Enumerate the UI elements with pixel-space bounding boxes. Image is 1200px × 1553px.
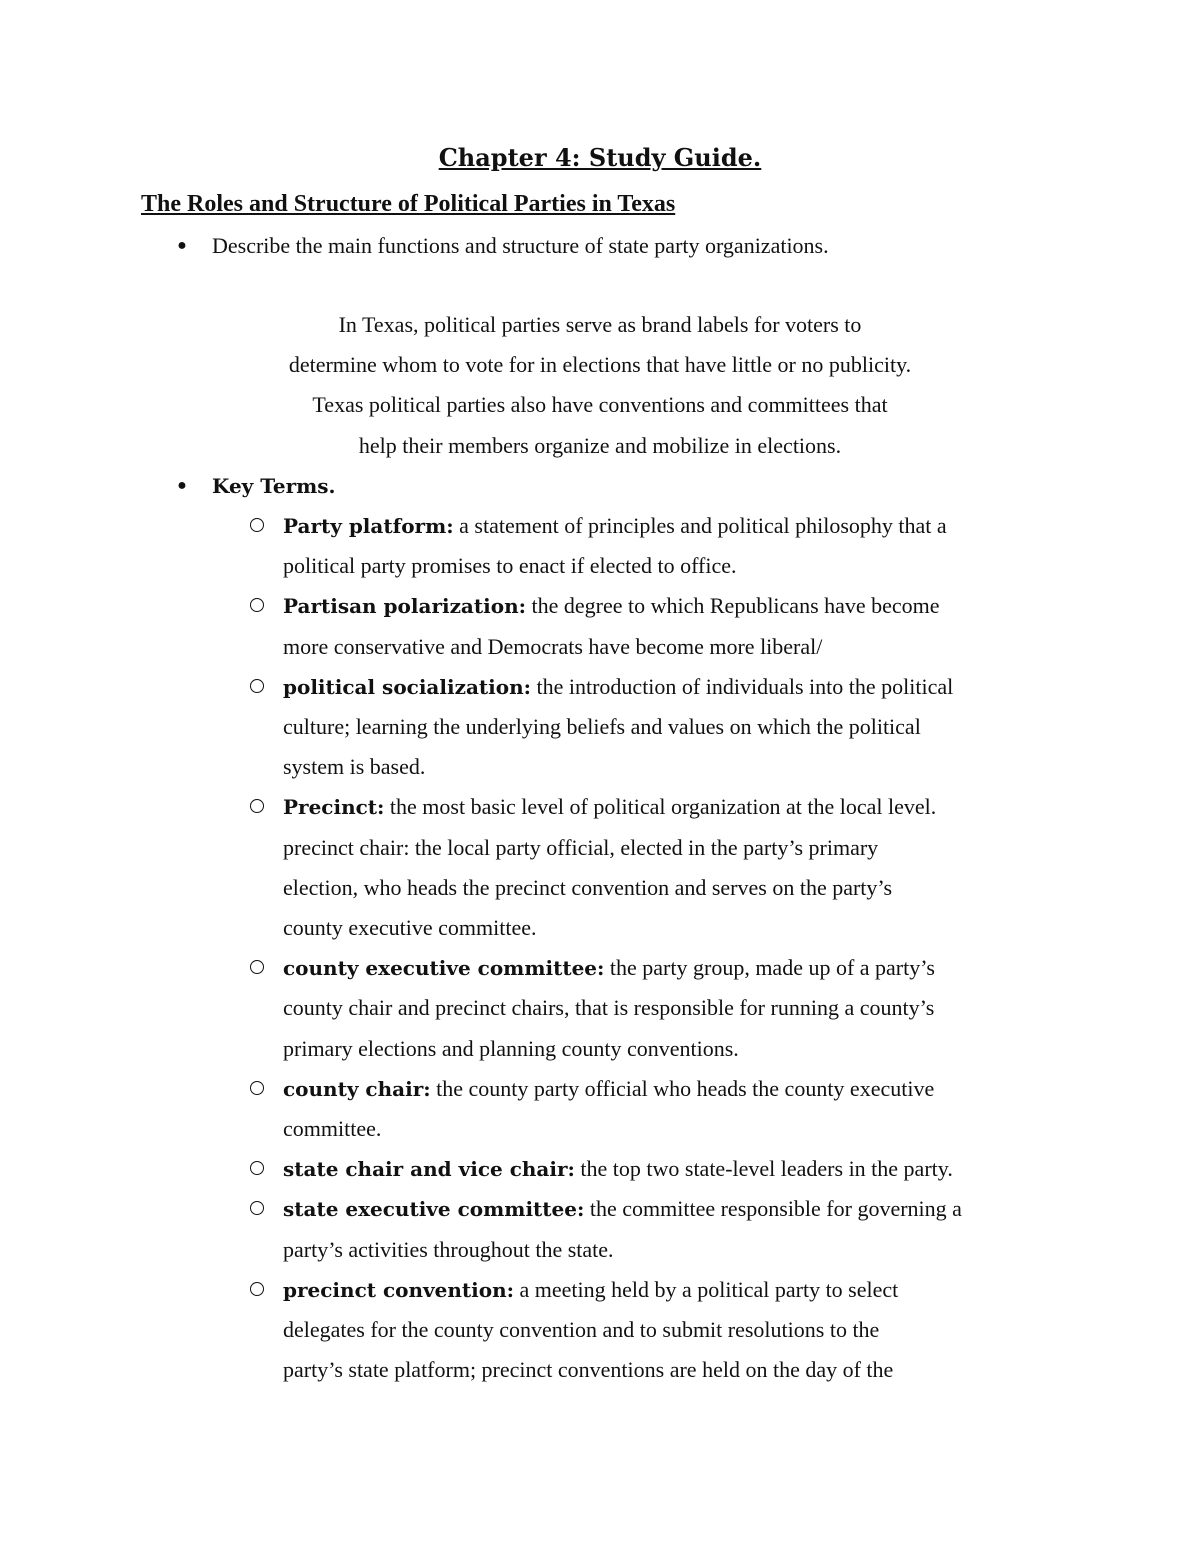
term-line <box>283 908 1066 948</box>
term-definition: a meeting held by a political party to select <box>514 1276 899 1302</box>
term-definition: primary elections and planning county conventions. <box>283 1035 739 1061</box>
key-term-item <box>246 787 1066 948</box>
term-name: county executive committee: <box>283 956 605 981</box>
term-line <box>283 627 1066 667</box>
circle-bullet-icon <box>250 598 264 612</box>
key-term-item <box>246 1270 1066 1391</box>
term-name: Partisan polarization: <box>283 594 526 619</box>
term-definition: the introduction of individuals into the political <box>531 673 954 699</box>
term-line <box>283 787 1066 827</box>
term-name: state executive committee: <box>283 1197 585 1222</box>
key-term-item <box>246 1149 1066 1189</box>
circle-bullet-icon <box>250 799 264 813</box>
key-term-item <box>246 948 1066 1069</box>
term-line <box>283 1270 1066 1310</box>
term-line <box>283 1350 1066 1390</box>
term-line <box>283 667 1066 707</box>
term-name: state chair and vice chair: <box>283 1157 575 1182</box>
term-line <box>283 948 1066 988</box>
term-definition: culture; learning the underlying beliefs and values on which the political <box>283 714 921 740</box>
key-term-item <box>246 586 1066 666</box>
term-line <box>283 1230 1066 1270</box>
term-name: Party platform: <box>283 514 454 538</box>
key-term-item <box>246 1189 1066 1269</box>
term-definition: party’s state platform; precinct conventions are held on the day of the <box>283 1357 894 1383</box>
term-line <box>283 1029 1066 1069</box>
term-definition: committee. <box>283 1116 382 1142</box>
term-definition: the county party official who heads the county executive <box>430 1075 935 1101</box>
circle-bullet-icon <box>250 518 264 532</box>
term-definition: election, who heads the precinct convention and serves on the party’s <box>283 874 893 900</box>
term-definition: the degree to which Republicans have become <box>526 593 940 619</box>
term-definition: the top two state-level leaders in the party. <box>574 1156 953 1182</box>
key-term-item <box>246 1069 1066 1149</box>
circle-bullet-icon <box>250 960 264 974</box>
term-definition: the party group, made up of a party’s <box>604 955 935 981</box>
term-line <box>283 546 1066 586</box>
term-line <box>283 1149 1066 1189</box>
term-name: political socialization: <box>283 674 531 699</box>
document-title: Chapter 4: Study Guide. <box>438 143 762 172</box>
term-line <box>283 1069 1066 1109</box>
section-heading: The Roles and Structure of Political Parties in Texas <box>141 191 676 217</box>
circle-bullet-icon <box>250 1282 264 1296</box>
bullet-icon: ● <box>177 237 187 254</box>
term-line <box>283 707 1066 747</box>
term-definition: party’s activities throughout the state. <box>283 1236 614 1262</box>
objective-text: Describe the main functions and structure of state party organizations. <box>212 233 829 258</box>
term-line <box>283 868 1066 908</box>
term-line <box>283 1189 1066 1229</box>
summary-line: help their members organize and mobilize in elections. <box>358 432 842 458</box>
term-line <box>283 1310 1066 1350</box>
key-term-item <box>246 667 1066 788</box>
term-line <box>283 747 1066 787</box>
term-line <box>283 988 1066 1028</box>
term-line <box>283 506 1066 546</box>
summary-line: determine whom to vote for in elections that have little or no publicity. <box>288 352 912 378</box>
summary-line: Texas political parties also have conventions and committees that <box>312 392 888 418</box>
term-definition: county chair and precinct chairs, that is responsible for running a county’s <box>283 995 935 1021</box>
summary-line: In Texas, political parties serve as brand labels for voters to <box>338 312 862 337</box>
term-name: county chair: <box>283 1076 431 1101</box>
term-line <box>283 1109 1066 1149</box>
term-name: precinct convention: <box>283 1277 514 1302</box>
term-definition: political party promises to enact if elected to office. <box>283 553 737 579</box>
circle-bullet-icon <box>250 1081 264 1095</box>
bullet-icon: ● <box>177 477 187 494</box>
term-definition: system is based. <box>283 754 426 780</box>
term-line <box>283 586 1066 626</box>
term-definition: a statement of principles and political philosophy that a <box>453 513 947 538</box>
term-definition: delegates for the county convention and to submit resolutions to the <box>283 1317 880 1343</box>
term-definition: county executive committee. <box>283 915 537 941</box>
circle-bullet-icon <box>250 1161 264 1175</box>
term-line <box>283 828 1066 868</box>
term-name: Precinct: <box>283 795 385 820</box>
term-definition: precinct chair: the local party official, elected in the party’s primary <box>283 834 879 860</box>
summary-paragraph <box>180 305 1020 466</box>
circle-bullet-icon <box>250 679 264 693</box>
key-terms-label: Key Terms. <box>212 474 336 498</box>
term-definition: more conservative and Democrats have become more liberal/ <box>283 633 823 659</box>
circle-bullet-icon <box>250 1201 264 1215</box>
term-definition: the most basic level of political organization at the local level. <box>384 794 937 820</box>
key-terms-list <box>246 506 1066 1390</box>
key-term-item <box>246 506 1066 586</box>
term-definition: the committee responsible for governing a <box>584 1196 962 1222</box>
